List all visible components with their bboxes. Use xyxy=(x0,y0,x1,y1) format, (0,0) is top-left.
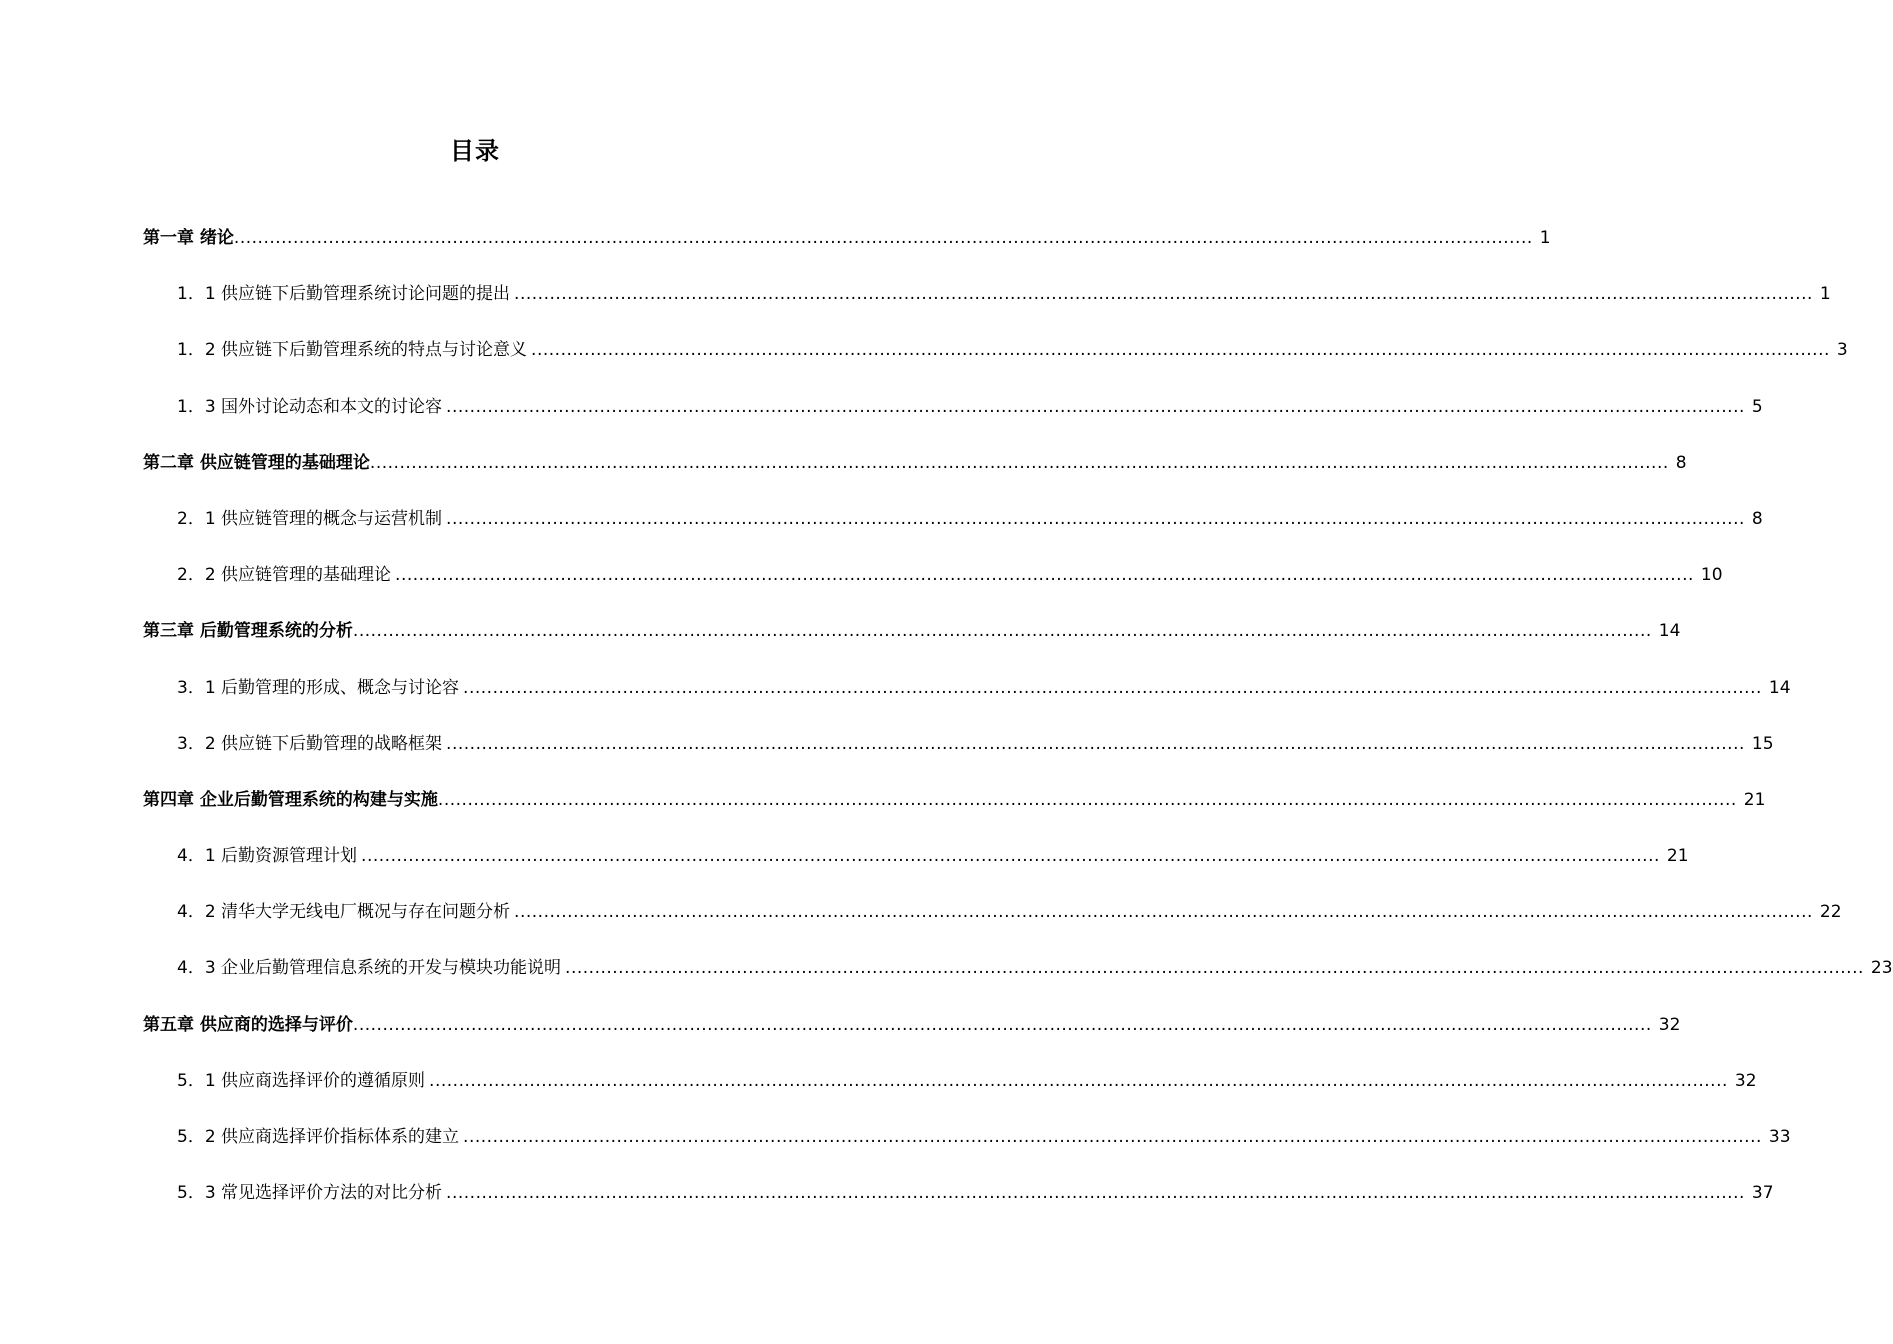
toc-entry-label: 4．3 企业后勤管理信息系统的开发与模块功能说明 xyxy=(177,958,562,979)
toc-entry-label: 1．2 供应链下后勤管理系统的特点与讨论意义 xyxy=(177,340,528,361)
toc-page-number: 14 xyxy=(1768,677,1791,698)
toc-entry-label: 2．1 供应链管理的概念与运营机制 xyxy=(177,508,443,529)
toc-entry-label: 5．1 供应商选择评价的遵循原则 xyxy=(177,1070,426,1091)
toc-section-entry[interactable] xyxy=(0,1121,1791,1177)
toc-page-number: 8 xyxy=(1675,452,1687,473)
toc-chapter-entry[interactable] xyxy=(0,1009,1681,1065)
toc-chapter-entry[interactable] xyxy=(0,447,1687,503)
toc-section-entry[interactable] xyxy=(0,559,1723,615)
toc-page-number: 5 xyxy=(1751,396,1763,417)
toc-title: 目录 xyxy=(450,137,500,165)
toc-entry-label: 第二章 供应链管理的基础理论 xyxy=(143,452,370,473)
toc-list xyxy=(0,222,1893,1233)
toc-entry-label: 4．2 清华大学无线电厂概况与存在问题分析 xyxy=(177,902,511,923)
toc-page-number: 8 xyxy=(1751,508,1763,529)
toc-entry-label: 第四章 企业后勤管理系统的构建与实施 xyxy=(143,789,438,810)
toc-page-number: 21 xyxy=(1743,789,1766,810)
toc-dot-leader: ............................................................................................................................................................................................................................ xyxy=(437,789,1737,810)
toc-page-number: 3 xyxy=(1836,340,1848,361)
toc-page-number: 21 xyxy=(1666,846,1689,867)
toc-entry-label: 第一章 绪论 xyxy=(143,228,234,248)
toc-dot-leader: ............................................................................................................................................................................................................................ xyxy=(463,1127,1762,1147)
toc-dot-leader: ............................................................................................................................................................................................................................ xyxy=(352,621,1652,642)
toc-page-number: 23 xyxy=(1870,958,1893,979)
toc-dot-leader: ............................................................................................................................................................................................................................ xyxy=(446,1183,1745,1204)
toc-chapter-entry[interactable] xyxy=(0,222,1551,278)
toc-entry-label: 1．1 供应链下后勤管理系统讨论问题的提出 xyxy=(177,284,511,305)
toc-section-entry[interactable] xyxy=(0,1065,1757,1121)
toc-dot-leader: ............................................................................................................................................................................................................................ xyxy=(446,733,1745,754)
toc-page-number: 37 xyxy=(1751,1183,1774,1204)
toc-page-number: 33 xyxy=(1768,1127,1791,1147)
toc-page-number: 32 xyxy=(1658,1014,1681,1035)
toc-section-entry[interactable] xyxy=(0,334,1848,390)
toc-page-number: 15 xyxy=(1751,733,1774,754)
toc-entry-label: 5．2 供应商选择评价指标体系的建立 xyxy=(177,1127,460,1147)
toc-dot-leader: ............................................................................................................................................................................................................................ xyxy=(369,452,1669,473)
toc-dot-leader: ............................................................................................................................................................................................................................ xyxy=(429,1070,1728,1091)
toc-page-number: 14 xyxy=(1658,621,1681,642)
toc-chapter-entry[interactable] xyxy=(0,784,1766,840)
toc-dot-leader: ............................................................................................................................................................................................................................ xyxy=(233,228,1533,248)
toc-dot-leader: ............................................................................................................................................................................................................................ xyxy=(395,565,1694,586)
toc-page-number: 1 xyxy=(1539,228,1551,248)
toc-section-entry[interactable] xyxy=(0,840,1689,896)
toc-dot-leader: ............................................................................................................................................................................................................................ xyxy=(446,508,1745,529)
toc-section-entry[interactable] xyxy=(0,1177,1774,1233)
toc-entry-label: 第三章 后勤管理系统的分析 xyxy=(143,621,353,642)
toc-entry-label: 3．1 后勤管理的形成、概念与讨论容 xyxy=(177,677,460,698)
toc-dot-leader: ............................................................................................................................................................................................................................ xyxy=(446,396,1745,417)
toc-entry-label: 第五章 供应商的选择与评价 xyxy=(143,1014,353,1035)
toc-page-number: 10 xyxy=(1700,565,1723,586)
toc-dot-leader: ............................................................................................................................................................................................................................ xyxy=(531,340,1830,361)
toc-entry-label: 2．2 供应链管理的基础理论 xyxy=(177,565,392,586)
toc-section-entry[interactable] xyxy=(0,391,1763,447)
toc-page-number: 1 xyxy=(1819,284,1831,305)
toc-section-entry[interactable] xyxy=(0,952,1893,1008)
toc-section-entry[interactable] xyxy=(0,672,1791,728)
toc-section-entry[interactable] xyxy=(0,728,1774,784)
toc-dot-leader: ............................................................................................................................................................................................................................ xyxy=(361,846,1660,867)
toc-entry-label: 3．2 供应链下后勤管理的战略框架 xyxy=(177,733,443,754)
toc-section-entry[interactable] xyxy=(0,503,1763,559)
toc-section-entry[interactable] xyxy=(0,278,1831,334)
toc-entry-label: 5．3 常见选择评价方法的对比分析 xyxy=(177,1183,443,1204)
toc-page-number: 22 xyxy=(1819,902,1842,923)
toc-page-number: 32 xyxy=(1734,1070,1757,1091)
toc-dot-leader: ............................................................................................................................................................................................................................ xyxy=(565,958,1864,979)
toc-chapter-entry[interactable] xyxy=(0,615,1681,671)
toc-dot-leader: ............................................................................................................................................................................................................................ xyxy=(514,284,1813,305)
toc-dot-leader: ............................................................................................................................................................................................................................ xyxy=(463,677,1762,698)
toc-section-entry[interactable] xyxy=(0,896,1842,952)
toc-dot-leader: ............................................................................................................................................................................................................................ xyxy=(352,1014,1652,1035)
toc-dot-leader: ............................................................................................................................................................................................................................ xyxy=(514,902,1813,923)
toc-entry-label: 1．3 国外讨论动态和本文的讨论容 xyxy=(177,396,443,417)
toc-entry-label: 4．1 后勤资源管理计划 xyxy=(177,846,358,867)
